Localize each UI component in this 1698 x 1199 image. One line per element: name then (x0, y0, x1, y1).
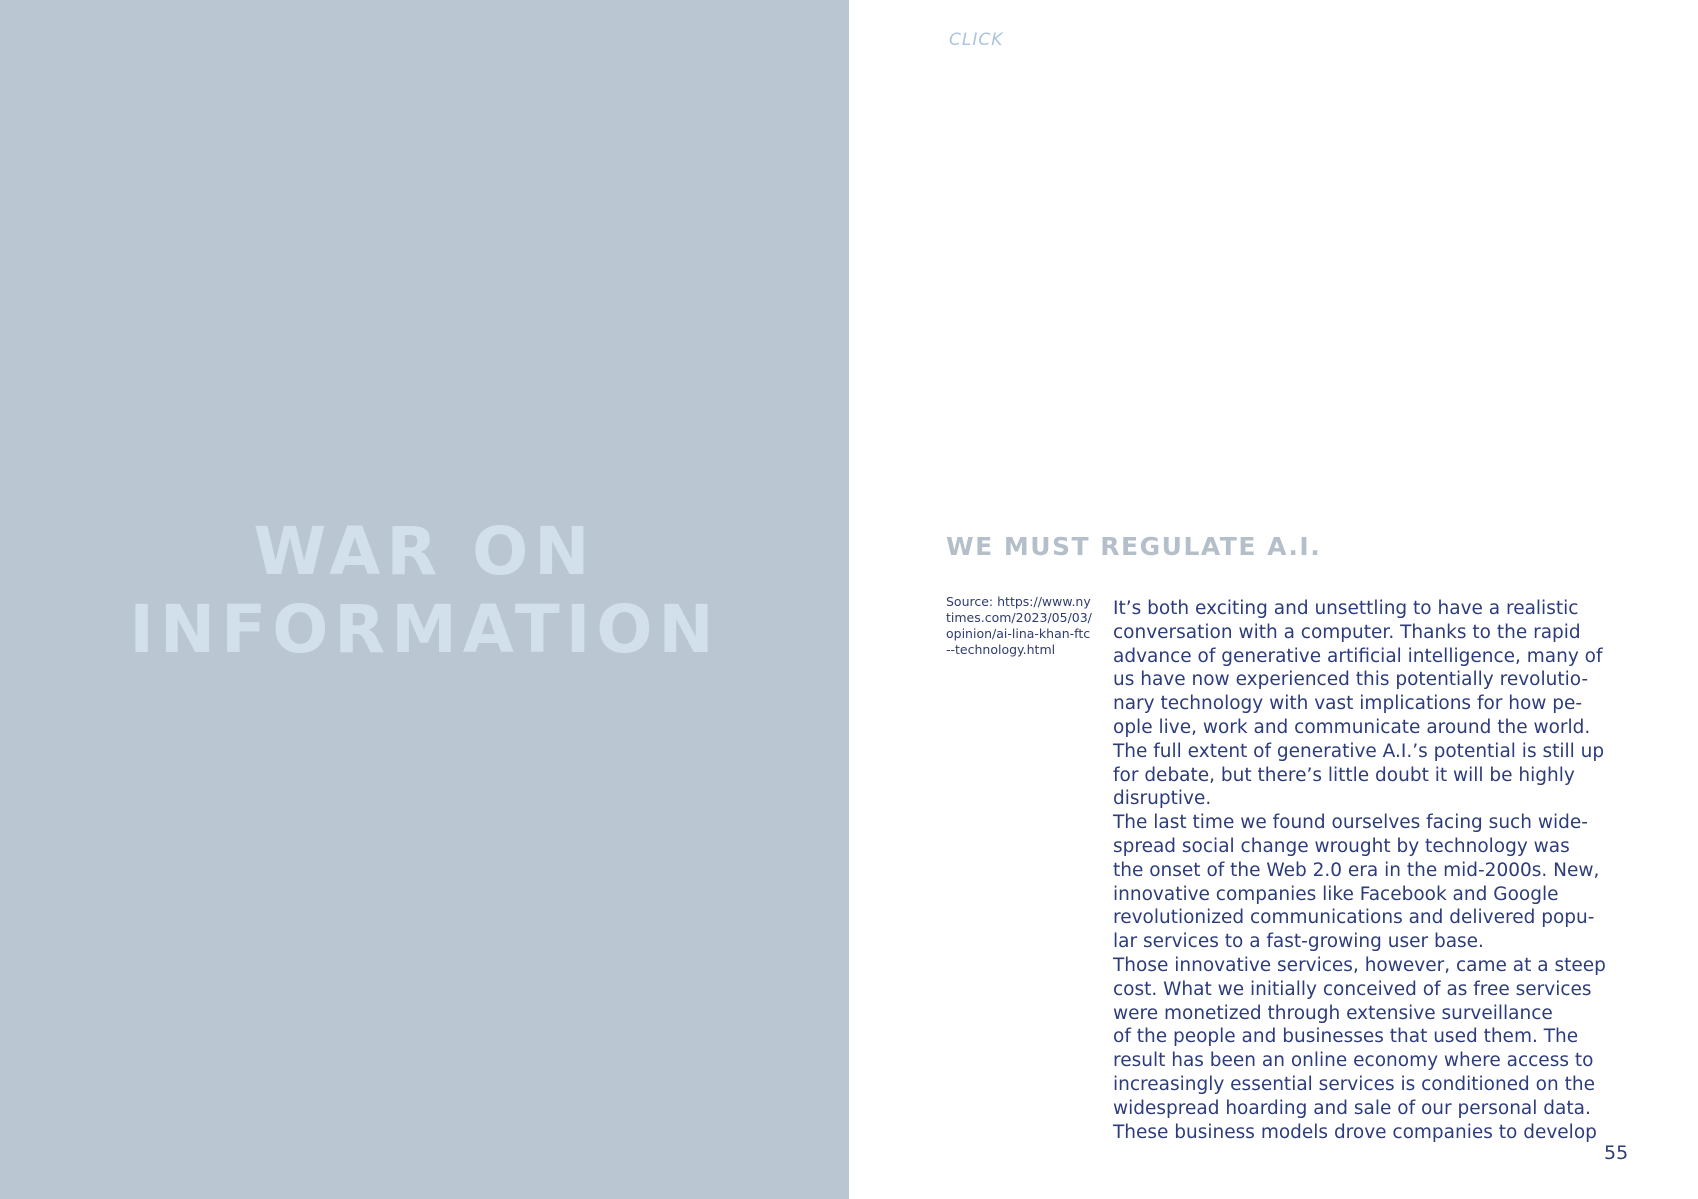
body-line: It’s both exciting and unsettling to have a realistic (1113, 598, 1579, 619)
body-line: cost. What we initially conceived of as free services (1113, 978, 1592, 1000)
body-line: ople live, work and communicate around the world. (1113, 716, 1591, 738)
article-title: WE MUST REGULATE A.I. (946, 532, 1322, 561)
body-line: The last time we found ourselves facing such wide- (1113, 812, 1588, 834)
body-line: result has been an online economy where access to (1113, 1050, 1594, 1072)
body-line: us have now experienced this potentially revolutio- (1113, 669, 1589, 691)
body-line: of the people and businesses that used them. The (1113, 1026, 1579, 1048)
body-line: disruptive. (1113, 788, 1212, 810)
section-title-line-1: WAR ON (253, 513, 596, 590)
body-line: lar services to a fast-growing user base. (1113, 931, 1484, 953)
article-body (1113, 597, 1621, 1144)
body-line: revolutionized communications and delivered popu- (1113, 907, 1595, 929)
section-title (0, 513, 849, 669)
body-line: conversation with a computer. Thanks to the rapid (1113, 621, 1581, 643)
source-note: Source: https://www.nytimes.com/2023/05/03/opinion/ai-lina-khan-ftc--technology.html (946, 594, 1092, 657)
body-line: Those innovative services, however, came at a steep (1113, 954, 1606, 976)
right-page (849, 0, 1698, 1199)
body-line: innovative companies like Facebook and Google (1113, 883, 1559, 905)
header-label: CLICK (949, 30, 1004, 50)
body-line: The full extent of generative A.I.’s potential is still up (1113, 740, 1605, 762)
section-title-line-2: INFORMATION (129, 591, 720, 668)
body-line: spread social change wrought by technology was (1113, 835, 1570, 857)
body-line: were monetized through extensive surveillance (1113, 1002, 1553, 1024)
body-line: increasingly essential services is conditioned on the (1113, 1073, 1595, 1095)
body-line: the onset of the Web 2.0 era in the mid-2000s. New, (1113, 859, 1600, 881)
body-line: for debate, but there’s little doubt it will be highly (1113, 764, 1575, 786)
body-line: These business models drove companies to develop (1113, 1121, 1597, 1143)
body-line: widespread hoarding and sale of our personal data. (1113, 1097, 1591, 1119)
body-line: advance of generative artificial intelligence, many of (1113, 645, 1603, 667)
page-number: 55 (1604, 1142, 1629, 1164)
body-line: nary technology with vast implications for how pe- (1113, 693, 1583, 715)
